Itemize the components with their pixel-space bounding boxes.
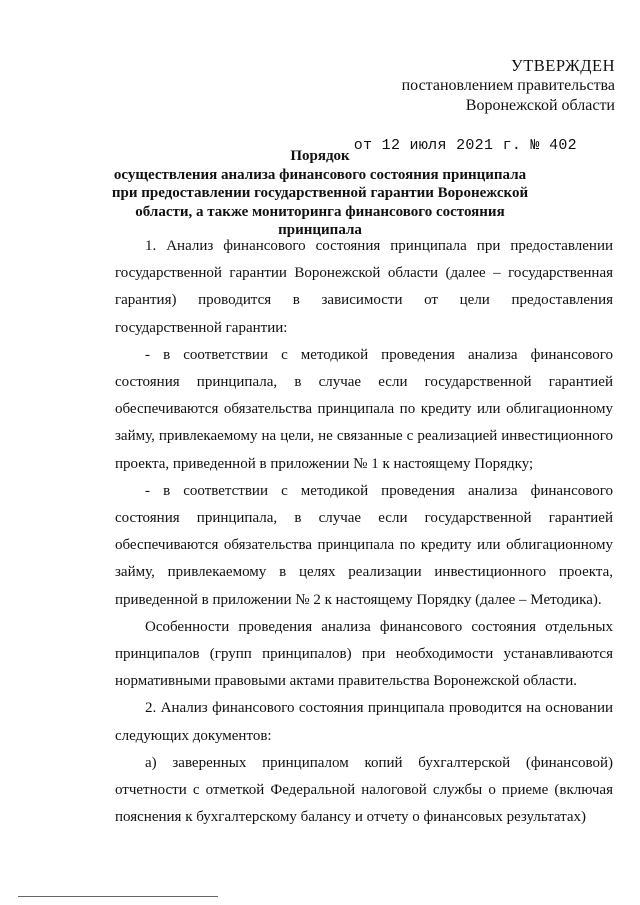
footnote-divider xyxy=(18,896,218,897)
approval-line-2: Воронежской области xyxy=(465,97,615,114)
document-heading xyxy=(100,147,540,240)
paragraph-5: 2. Анализ финансового состояния принципала проводится на основании следующих документов: xyxy=(115,700,613,744)
approval-title: УТВЕРЖДЕН xyxy=(511,56,615,75)
document-body xyxy=(115,233,613,831)
paragraph-6: а) заверенных принципалом копий бухгалтерской (финансовой) отчетности с отметкой Федеральной налоговой службы о приеме (включая пояснения к бухгалтерскому балансу и отчету о финансовых результатах) xyxy=(115,754,613,826)
heading-subtitle: осуществления анализа финансового состояния принципала при предоставлении государственной гарантии Воронежской области, а также мониторинга финансового состояния принципала xyxy=(111,166,529,238)
paragraph-1: 1. Анализ финансового состояния принципала при предоставлении государственной гарантии Воронежской области (далее – государственная гарантия) проводится в зависимости от цели предоставления государственной гарантии: xyxy=(115,238,613,336)
paragraph-3: - в соответствии с методикой проведения анализа финансового состояния принципала, в случае если государственной гарантией обеспечиваются обязательства принципала по кредиту или облигационному займу, привлекаемому в целях реализации инвестиционного проекта, приведенной в приложении № 2 к настоящему Порядку (далее – Методика). xyxy=(115,482,613,608)
paragraph-2: - в соответствии с методикой проведения анализа финансового состояния принципала, в случае если государственной гарантией обеспечиваются обязательства принципала по кредиту или облигационному займу, привлекаемому на цели, не связанные с реализацией инвестиционного проекта, приведенной в приложении № 1 к настоящему Порядку; xyxy=(115,346,613,472)
approval-date: от 12 июля 2021 г. № 402 xyxy=(353,137,577,154)
approval-stamp xyxy=(354,56,615,156)
approval-line-1: постановлением правительства xyxy=(401,77,615,94)
paragraph-4: Особенности проведения анализа финансового состояния отдельных принципалов (групп принципалов) при необходимости устанавливаются нормативными правовыми актами правительства Воронежской области. xyxy=(115,618,613,690)
heading-title: Порядок xyxy=(290,148,350,164)
